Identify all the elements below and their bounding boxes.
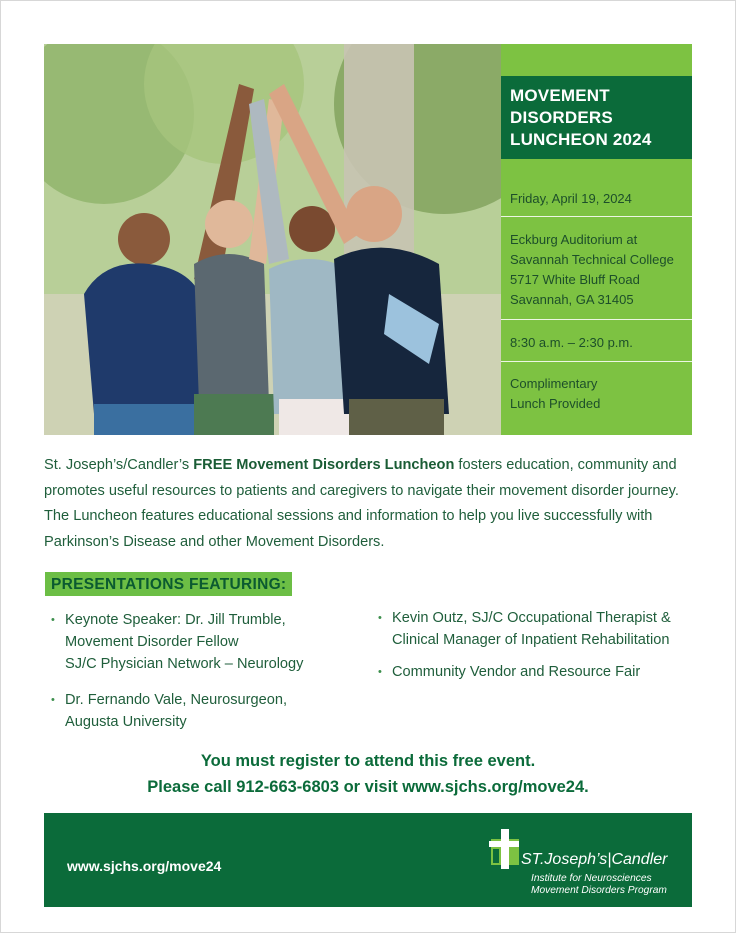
event-date (510, 189, 692, 209)
register-line: Please call 912-663-6803 or visit www.sjchs.org/move24. (147, 778, 589, 796)
logo-subtitle-line: Movement Disorders Program (531, 885, 667, 896)
info-divider (501, 319, 692, 320)
presentations-heading: PRESENTATIONS FEATURING: (45, 572, 292, 596)
intro-paragraph (44, 453, 694, 555)
venue-line: Savannah, GA 31405 (510, 292, 634, 307)
presentation-line: SJ/C Physician Network – Neurology (65, 656, 304, 672)
event-time-text: 8:30 a.m. – 2:30 p.m. (510, 335, 633, 350)
seniors-high-five-illustration (44, 44, 501, 435)
logo-wordmark (521, 851, 667, 869)
presentation-line: • Dr. Fernando Vale, Neurosurgeon, (65, 692, 288, 708)
intro-rest: fosters education, community and promotes useful resources to patients and caregivers to navigate their movement disorder journey. The Luncheon features educational sessions and information to help you live successfully with Parkinson’s Disease and other Movement Disorders. (44, 457, 679, 550)
sjc-cross-logo-icon (487, 827, 523, 871)
presentation-line: Movement Disorder Fellow (65, 634, 239, 650)
presentation-line: • Kevin Outz, SJ/C Occupational Therapist & (392, 610, 671, 626)
venue-line: 5717 White Bluff Road (510, 272, 640, 287)
event-title-line: LUNCHEON 2024 (510, 130, 652, 149)
presentation-item (45, 609, 365, 675)
logo-subtitle (531, 873, 667, 897)
event-date-text: Friday, April 19, 2024 (510, 191, 632, 206)
event-venue (510, 230, 692, 310)
info-divider (501, 216, 692, 217)
event-title (501, 76, 692, 159)
lunch-line: Complimentary (510, 376, 598, 391)
presentation-line: • Community Vendor and Resource Fair (392, 664, 641, 680)
presentations-list-left (45, 609, 365, 743)
lunch-line: Lunch Provided (510, 396, 601, 411)
hero-banner (44, 44, 692, 435)
event-time (510, 333, 692, 353)
event-title-line: DISORDERS (510, 108, 613, 127)
sjc-logo (487, 827, 687, 899)
presentations-list-right (372, 607, 702, 693)
register-line: You must register to attend this free event. (200, 752, 536, 770)
venue-line: Eckburg Auditorium at (510, 232, 638, 247)
presentation-line: Clinical Manager of Inpatient Rehabilitation (392, 632, 670, 648)
presentation-item (372, 661, 702, 683)
info-divider (501, 361, 692, 362)
presentation-line: • Keynote Speaker: Dr. Jill Trumble, (65, 612, 286, 628)
event-lunch (510, 374, 692, 414)
logo-wordmark-text: ST.Joseph’s|Candler (521, 851, 668, 868)
intro-bold: FREE Movement Disorders Luncheon (193, 457, 455, 473)
intro-lead: St. Joseph’s/Candler’s (44, 457, 194, 473)
event-title-line: MOVEMENT (510, 86, 610, 105)
footer-url-link[interactable]: www.sjchs.org/move24 (67, 858, 222, 874)
venue-line: Savannah Technical College (510, 252, 674, 267)
footer-banner (44, 813, 692, 907)
presentation-line: Augusta University (65, 714, 187, 730)
event-info-panel (501, 44, 692, 435)
presentation-item (45, 689, 365, 733)
logo-subtitle-line: Institute for Neurosciences (531, 873, 652, 884)
hero-photo (44, 44, 501, 435)
registration-callout (44, 748, 692, 800)
presentation-item (372, 607, 702, 651)
